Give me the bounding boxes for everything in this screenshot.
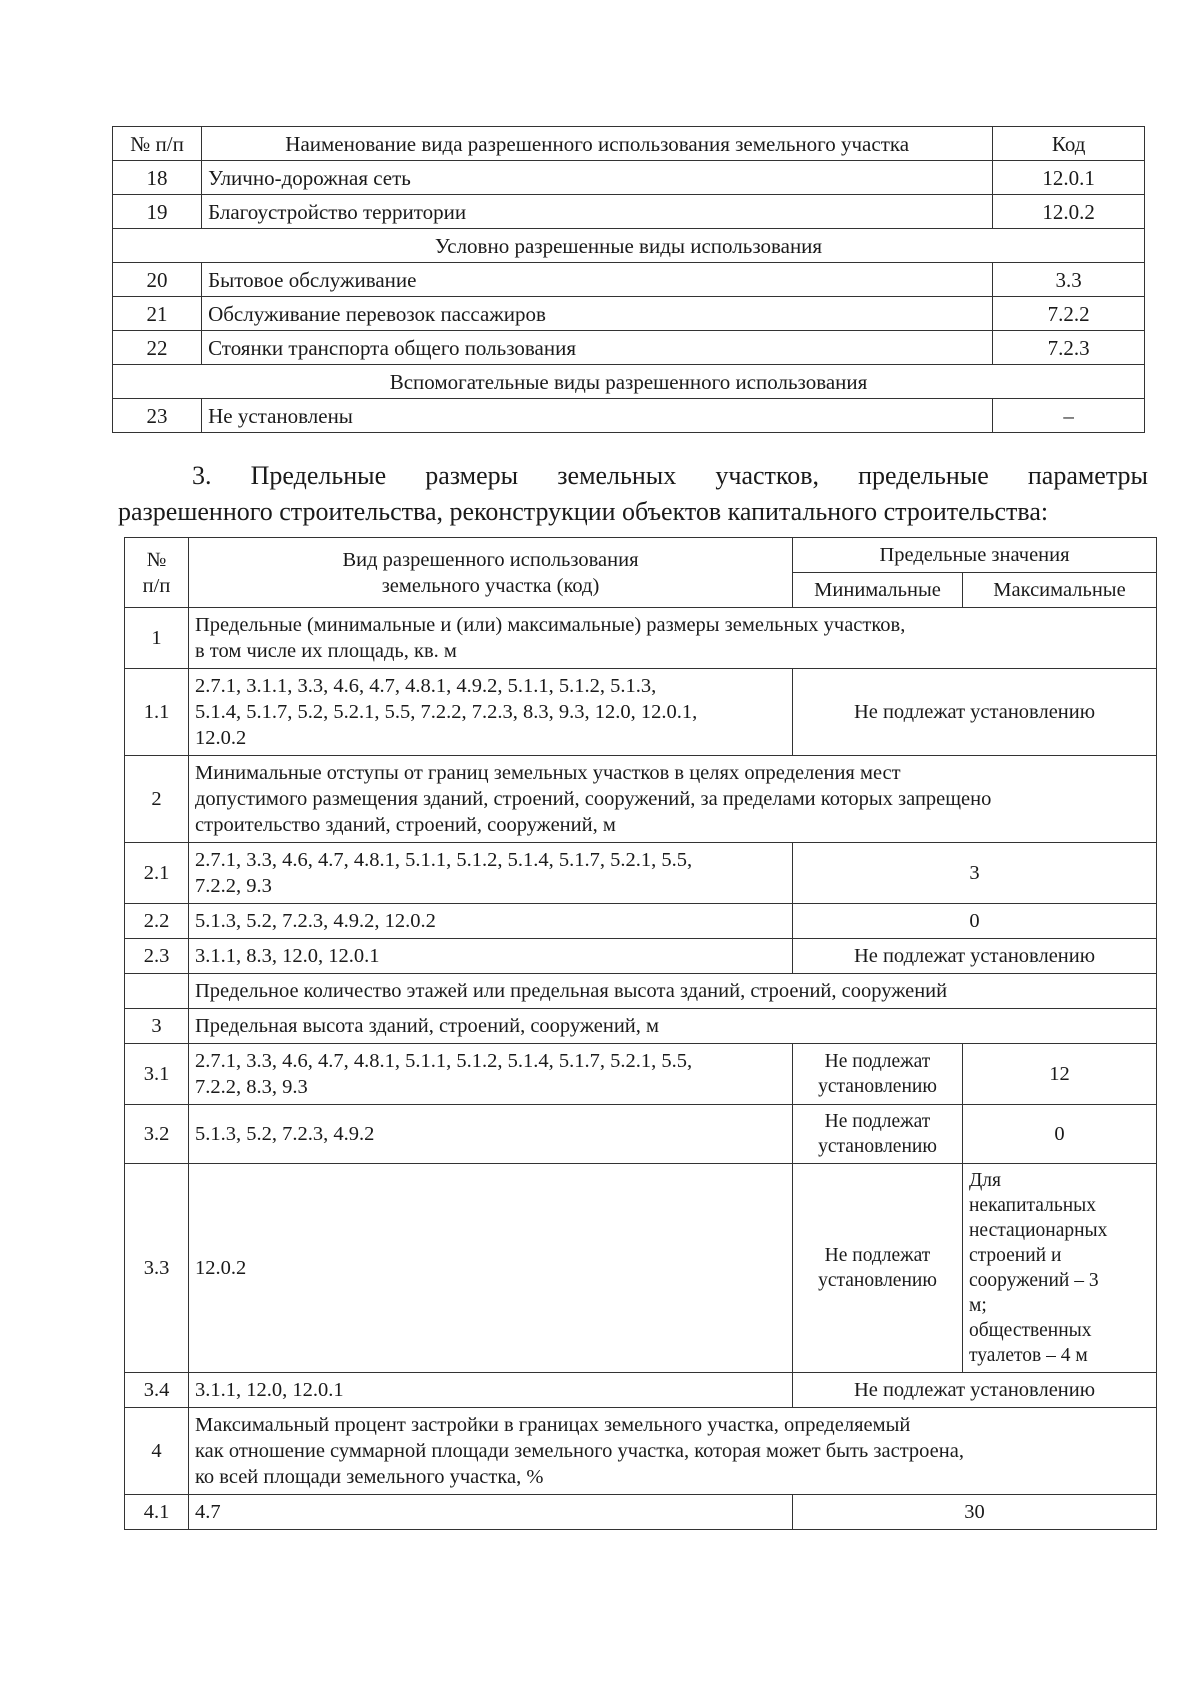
row-value: Не подлежат установлению bbox=[793, 939, 1157, 974]
header-max: Максимальные bbox=[963, 573, 1157, 608]
row-num: 4.1 bbox=[125, 1495, 189, 1530]
row-num: 1 bbox=[125, 608, 189, 669]
header-num: № п/п bbox=[125, 538, 189, 608]
row-text: Максимальный процент застройки в границах земельного участка, определяемый как отношение суммарной площади земельного участка, которая может быть застроена, ко всей площади земельного участка, % bbox=[189, 1408, 1157, 1495]
table-row bbox=[125, 843, 1157, 904]
table-row bbox=[125, 756, 1157, 843]
row-name: Бытовое обслуживание bbox=[202, 263, 993, 297]
table-row bbox=[125, 1408, 1157, 1495]
row-codes: 12.0.2 bbox=[189, 1164, 793, 1373]
row-code: – bbox=[993, 399, 1145, 433]
row-value: 3 bbox=[793, 843, 1157, 904]
limits-table bbox=[124, 537, 1157, 1530]
row-codes: 5.1.3, 5.2, 7.2.3, 4.9.2, 12.0.2 bbox=[189, 904, 793, 939]
row-code: 3.3 bbox=[993, 263, 1145, 297]
table-row bbox=[113, 161, 1145, 195]
row-num: 18 bbox=[113, 161, 202, 195]
row-name: Благоустройство территории bbox=[202, 195, 993, 229]
row-codes: 5.1.3, 5.2, 7.2.3, 4.9.2 bbox=[189, 1105, 793, 1164]
row-value: 30 bbox=[793, 1495, 1157, 1530]
table-row bbox=[125, 1009, 1157, 1044]
row-num: 2 bbox=[125, 756, 189, 843]
table-row bbox=[113, 399, 1145, 433]
row-num: 2.3 bbox=[125, 939, 189, 974]
row-num bbox=[125, 974, 189, 1009]
heading-line-2: разрешенного строительства, реконструкции объектов капитального строительства: bbox=[118, 497, 1049, 526]
table-row bbox=[113, 263, 1145, 297]
table-row bbox=[125, 1495, 1157, 1530]
row-value: Не подлежат установлению bbox=[793, 669, 1157, 756]
row-num: 3.4 bbox=[125, 1373, 189, 1408]
row-num: 2.1 bbox=[125, 843, 189, 904]
row-text: Предельное количество этажей или предельная высота зданий, строений, сооружений bbox=[189, 974, 1157, 1009]
row-name: Стоянки транспорта общего пользования bbox=[202, 331, 993, 365]
table-row bbox=[125, 1044, 1157, 1105]
row-num: 19 bbox=[113, 195, 202, 229]
row-codes: 4.7 bbox=[189, 1495, 793, 1530]
row-name: Обслуживание перевозок пассажиров bbox=[202, 297, 993, 331]
row-num: 3.2 bbox=[125, 1105, 189, 1164]
table-row bbox=[125, 1373, 1157, 1408]
table-row bbox=[113, 195, 1145, 229]
row-code: 12.0.1 bbox=[993, 161, 1145, 195]
row-num: 23 bbox=[113, 399, 202, 433]
row-name: Не установлены bbox=[202, 399, 993, 433]
header-type: Вид разрешенного использования земельного участка (код) bbox=[189, 538, 793, 608]
table-row bbox=[125, 669, 1157, 756]
table-row bbox=[125, 904, 1157, 939]
table-row bbox=[125, 1164, 1157, 1373]
row-num: 20 bbox=[113, 263, 202, 297]
header-name: Наименование вида разрешенного использования земельного участка bbox=[202, 127, 993, 161]
table-header-row bbox=[125, 538, 1157, 573]
row-min: Не подлежат установлению bbox=[793, 1044, 963, 1105]
section-row bbox=[113, 365, 1145, 399]
row-num: 4 bbox=[125, 1408, 189, 1495]
header-limits: Предельные значения bbox=[793, 538, 1157, 573]
row-min: Не подлежат установлению bbox=[793, 1105, 963, 1164]
row-code: 7.2.3 bbox=[993, 331, 1145, 365]
row-codes: 3.1.1, 8.3, 12.0, 12.0.1 bbox=[189, 939, 793, 974]
table-row bbox=[113, 331, 1145, 365]
permitted-use-table bbox=[112, 126, 1145, 433]
row-text: Минимальные отступы от границ земельных участков в целях определения мест допустимого размещения зданий, строений, сооружений, за пределами которых запрещено строительство зданий, строений, сооружений, м bbox=[189, 756, 1157, 843]
row-text: Предельная высота зданий, строений, сооружений, м bbox=[189, 1009, 1157, 1044]
row-name: Улично-дорожная сеть bbox=[202, 161, 993, 195]
row-num: 21 bbox=[113, 297, 202, 331]
header-min: Минимальные bbox=[793, 573, 963, 608]
section-row bbox=[113, 229, 1145, 263]
header-code: Код bbox=[993, 127, 1145, 161]
row-value: 0 bbox=[793, 904, 1157, 939]
row-min: Не подлежат установлению bbox=[793, 1164, 963, 1373]
row-codes: 3.1.1, 12.0, 12.0.1 bbox=[189, 1373, 793, 1408]
row-code: 12.0.2 bbox=[993, 195, 1145, 229]
row-text: Предельные (минимальные и (или) максимальные) размеры земельных участков, в том числе их площадь, кв. м bbox=[189, 608, 1157, 669]
row-max: Для некапитальных нестационарных строений и сооружений – 3 м; общественных туалетов – 4 м bbox=[963, 1164, 1157, 1373]
row-num: 3.3 bbox=[125, 1164, 189, 1373]
row-num: 22 bbox=[113, 331, 202, 365]
row-codes: 2.7.1, 3.3, 4.6, 4.7, 4.8.1, 5.1.1, 5.1.2, 5.1.4, 5.1.7, 5.2.1, 5.5, 7.2.2, 9.3 bbox=[189, 843, 793, 904]
table-row bbox=[125, 974, 1157, 1009]
table-row bbox=[113, 297, 1145, 331]
heading-line-1: 3. Предельные размеры земельных участков, предельные параметры bbox=[192, 461, 1148, 490]
row-max: 0 bbox=[963, 1105, 1157, 1164]
table-header-row bbox=[113, 127, 1145, 161]
row-codes: 2.7.1, 3.1.1, 3.3, 4.6, 4.7, 4.8.1, 4.9.2, 5.1.1, 5.1.2, 5.1.3, 5.1.4, 5.1.7, 5.2, 5.2.1, 5.5, 7.2.2, 7.2.3, 8.3, 9.3, 12.0, 12.0.1, 12.0.2 bbox=[189, 669, 793, 756]
section-heading bbox=[118, 458, 1148, 530]
row-num: 3.1 bbox=[125, 1044, 189, 1105]
table-row bbox=[125, 608, 1157, 669]
table-row bbox=[125, 939, 1157, 974]
table-row bbox=[125, 1105, 1157, 1164]
row-num: 2.2 bbox=[125, 904, 189, 939]
row-codes: 2.7.1, 3.3, 4.6, 4.7, 4.8.1, 5.1.1, 5.1.2, 5.1.4, 5.1.7, 5.2.1, 5.5, 7.2.2, 8.3, 9.3 bbox=[189, 1044, 793, 1105]
row-value: Не подлежат установлению bbox=[793, 1373, 1157, 1408]
row-code: 7.2.2 bbox=[993, 297, 1145, 331]
section-title: Вспомогательные виды разрешенного использования bbox=[113, 365, 1145, 399]
header-num: № п/п bbox=[113, 127, 202, 161]
row-max: 12 bbox=[963, 1044, 1157, 1105]
row-num: 3 bbox=[125, 1009, 189, 1044]
section-title: Условно разрешенные виды использования bbox=[113, 229, 1145, 263]
row-num: 1.1 bbox=[125, 669, 189, 756]
